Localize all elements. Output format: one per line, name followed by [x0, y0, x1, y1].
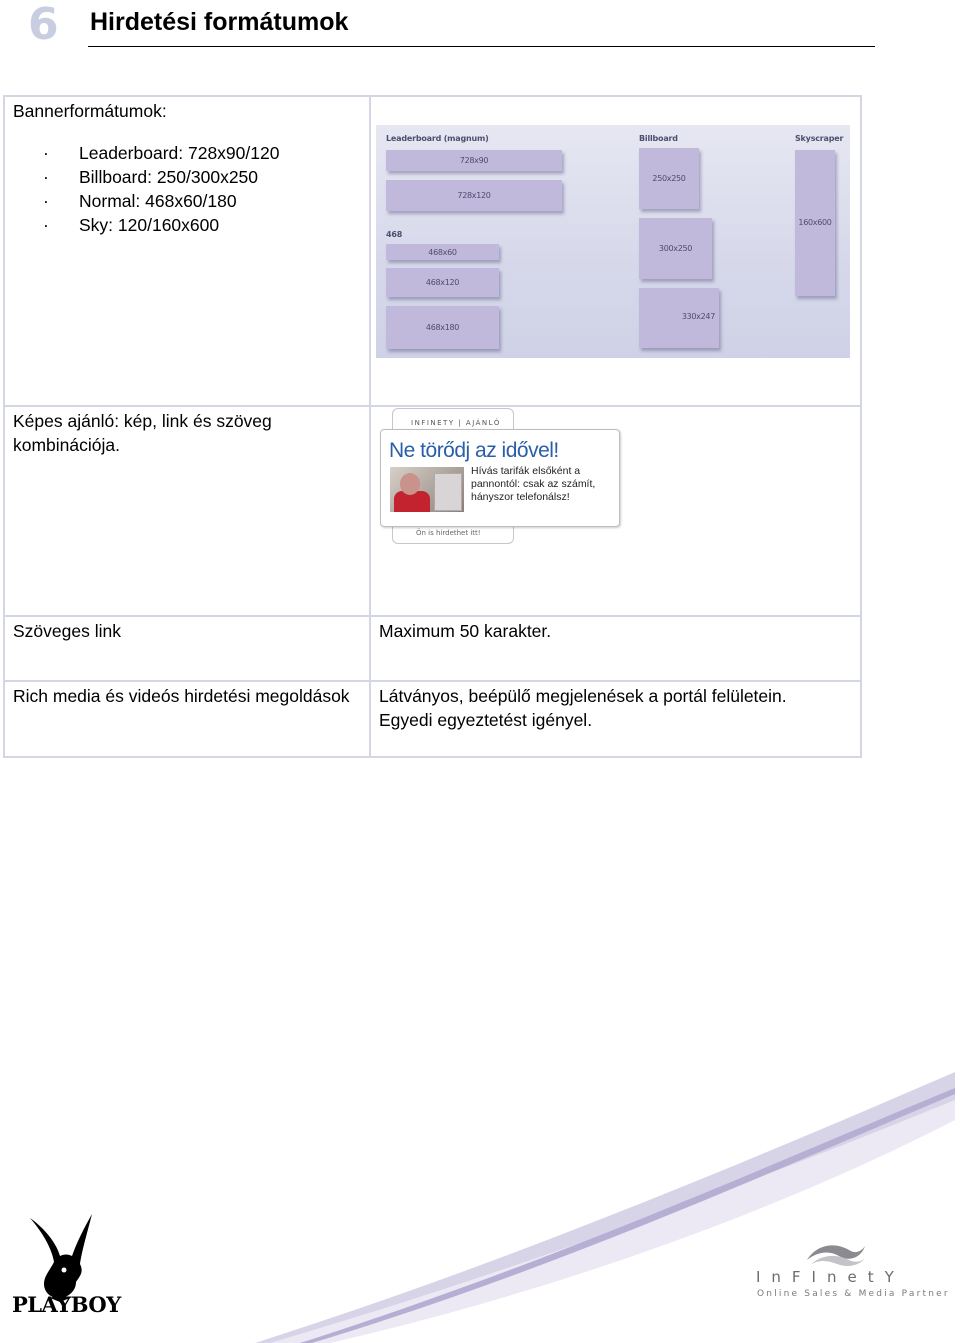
table-cell	[4, 96, 370, 406]
skyscraper-group-label: Skyscraper	[795, 134, 844, 143]
table-cell	[4, 616, 370, 681]
infinety-tagline: Online Sales & Media Partner	[757, 1289, 950, 1299]
billboard-group-label: Billboard	[639, 134, 678, 143]
ad-card	[380, 429, 620, 527]
page-title: Hirdetési formátumok	[90, 8, 349, 36]
ad-copy-line: pannontól: csak az számít,	[471, 478, 596, 490]
ad-footer-text: Ön is hirdethet itt!	[416, 529, 481, 537]
banner-size-list	[13, 141, 361, 237]
table-row	[4, 616, 861, 681]
list-item: · Leaderboard: 728x90/120	[13, 141, 361, 165]
banner-box-468x120: 468x120	[386, 268, 499, 297]
ad-headline: Ne törődj az idővel!	[389, 439, 559, 462]
banner-box-330x247: 330x247	[639, 288, 719, 348]
table-cell	[4, 406, 370, 616]
banner-box-468x60: 468x60	[386, 244, 499, 260]
ad-copy	[471, 465, 616, 504]
photo-background-shape	[434, 473, 462, 511]
row-label: Rich media és videós hirdetési megoldások	[13, 686, 350, 706]
list-item: · Normal: 468x60/180	[13, 189, 361, 213]
title-divider	[88, 46, 875, 47]
ad-copy-line: hányszor telefonálsz!	[471, 491, 570, 503]
ad-copy-line: Hívás tarifák elsőként a	[471, 465, 581, 477]
row-label: Szöveges link	[13, 621, 121, 641]
row-description	[371, 682, 860, 734]
ad-photo	[390, 467, 464, 512]
banner-box-300x250: 300x250	[639, 218, 712, 279]
photo-face-shape	[400, 473, 420, 495]
table-cell	[370, 681, 861, 757]
infinety-wordmark: InFInetY	[756, 1268, 905, 1286]
swoosh-band-mid	[255, 1072, 955, 1343]
description-line: Látványos, beépülő megjelenések a portál felületein.	[379, 686, 787, 706]
page-number: 6	[28, 0, 59, 50]
playboy-wordmark: PLAYBOY	[12, 1292, 121, 1317]
banner-box-728x90: 728x90	[386, 150, 562, 171]
table-cell	[370, 616, 861, 681]
list-item: · Billboard: 250/300x250	[13, 165, 361, 189]
row-label: Képes ajánló: kép, link és szöveg kombinációja.	[13, 411, 272, 455]
table-row	[4, 681, 861, 757]
bunny-head	[30, 1214, 92, 1298]
infinety-swirl-icon	[805, 1240, 867, 1268]
banner-box-160x600: 160x600	[795, 150, 835, 296]
banner-box-468x180: 468x180	[386, 306, 499, 349]
row-label: Bannerformátumok:	[13, 101, 167, 121]
footer-swoosh-decoration	[0, 1060, 960, 1343]
banner-box-250x250: 250x250	[639, 148, 699, 209]
banner-formats-diagram	[376, 125, 850, 358]
list-item: · Sky: 120/160x600	[13, 213, 361, 237]
normal-group-label: 468	[386, 230, 403, 239]
row-description: Maximum 50 karakter.	[379, 621, 552, 641]
table-cell	[4, 681, 370, 757]
leaderboard-group-label: Leaderboard (magnum)	[386, 134, 489, 143]
banner-box-728x120: 728x120	[386, 180, 562, 211]
image-recommendation-ad-preview	[380, 408, 620, 542]
ad-brand-label: INFINETY | AJÁNLÓ	[411, 419, 501, 427]
description-line: Egyedi egyeztetést igényel.	[379, 710, 593, 730]
